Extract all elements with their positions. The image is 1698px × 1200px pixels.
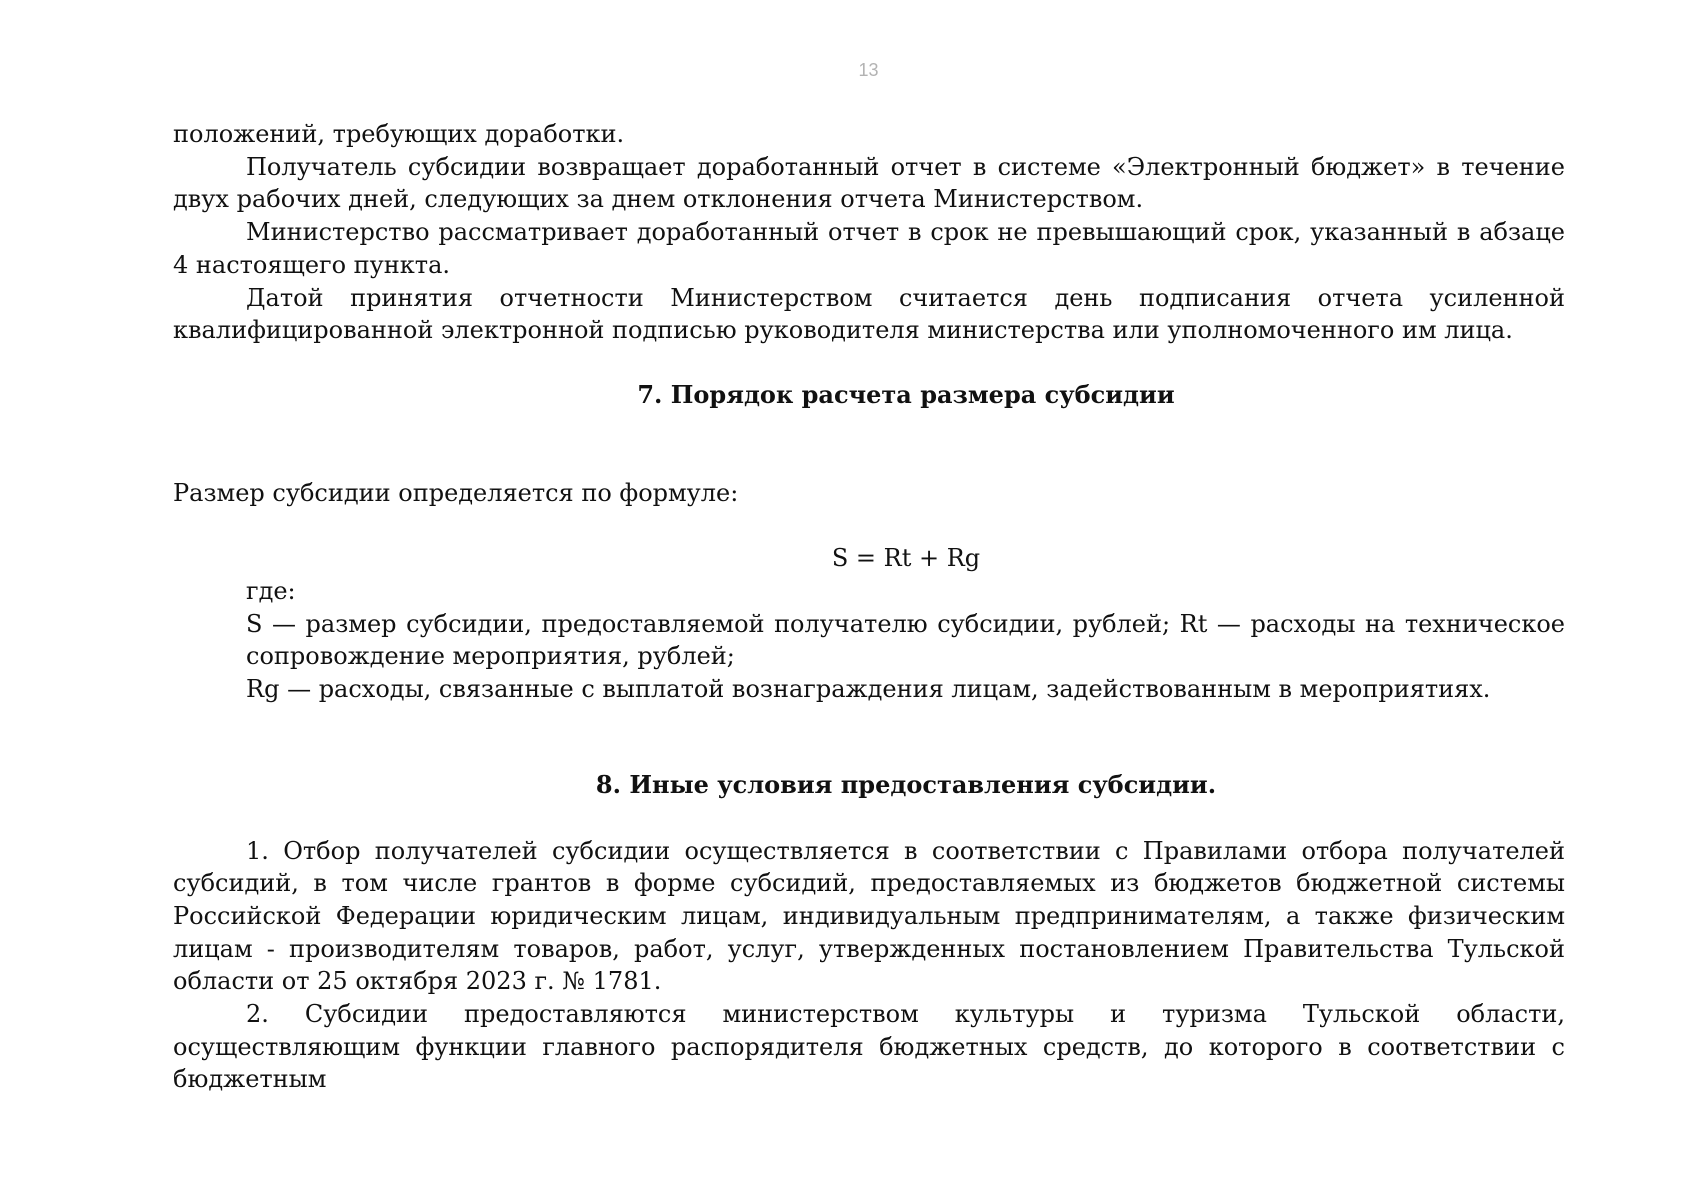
section-7-heading: 7. Порядок расчета размера субсидии [637,379,1175,409]
definition-s-rt: S — размер субсидии, предоставляемой получателю субсидии, рублей; Rt — расходы на техническое сопровождение мероприятия, рублей; [246,609,1565,671]
formula-definitions [173,575,1565,706]
section-8-heading: 8. Иные условия предоставления субсидии. [595,769,1217,799]
paragraph-continuation: положений, требующих доработки. [173,120,625,148]
paragraph-acceptance-date: Датой принятия отчетности Министерством считается день подписания отчета усиленной квалифицированной электронной подписью руководителя министерства или уполномоченного им лица. [173,283,1565,345]
paragraph-8-2: 2. Субсидии предоставляются министерством культуры и туризма Тульской области, осуществляющим функции главного распорядителя бюджетных средств, до которого в соответствии с бюджетным [173,1000,1565,1094]
document-body [173,118,1565,1096]
formula: S = Rt + Rg [831,544,981,573]
definition-rg: Rg — расходы, связанные с выплатой вознаграждения лицам, задействованным в мероприятиях. [246,675,1491,704]
paragraph-8-1: 1. Отбор получателей субсидии осуществляется в соответствии с Правилами отбора получателей субсидий, в том числе грантов в форме субсидий, предоставляемых из бюджетов бюджетной системы Российской Федерации юридическим лицам, индивидуальным предпринимателям, а также физическим лицам - производителям товаров, работ, услуг, утвержденных постановлением Правительства Тульской области от 25 октября 2023 г. № 1781. [173,836,1565,996]
where-label: где: [246,577,296,606]
paragraph-report-return: Получатель субсидии возвращает доработанный отчет в системе «Электронный бюджет» в течение двух рабочих дней, следующих за днем отклонения отчета Министерством. [173,152,1565,214]
paragraph-report-review: Министерство рассматривает доработанный отчет в срок не превышающий срок, указанный в абзаце 4 настоящего пункта. [173,218,1565,279]
page-number: 13 [858,60,879,80]
formula-intro: Размер субсидии определяется по формуле: [173,478,739,507]
